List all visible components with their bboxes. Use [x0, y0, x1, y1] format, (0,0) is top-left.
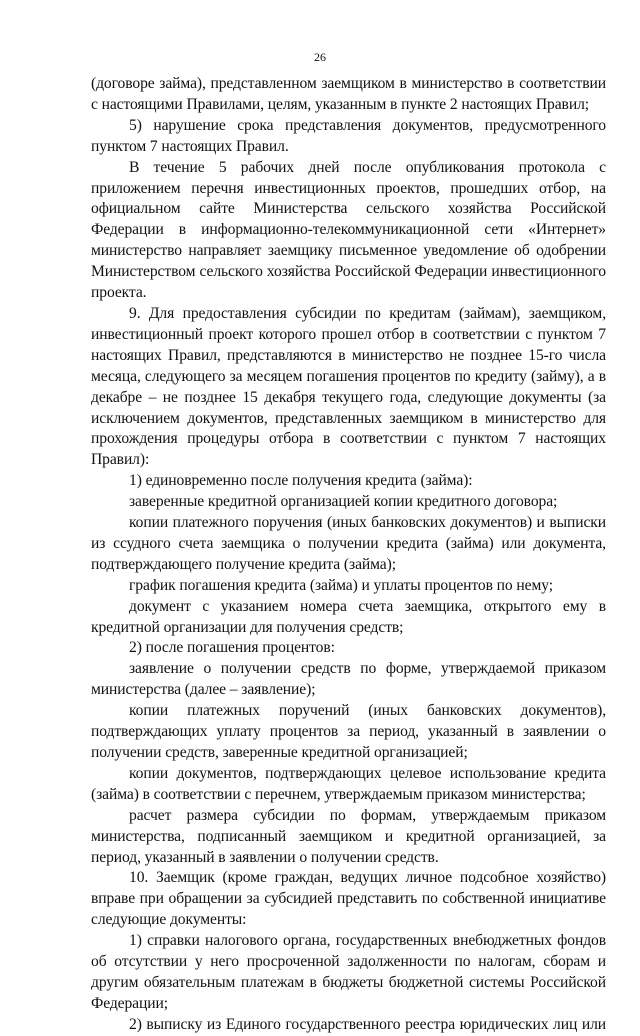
paragraph: (договоре займа), представленном заемщиком в министерство в соответствии с настоящими Правилами, целям, указанным в пункте 2 настоящих Правил; [91, 75, 606, 113]
paragraph: 9. Для предоставления субсидии по кредитам (займам), заемщиком, инвестиционный проект которого прошел отбор в соответствии с пунктом 7 настоящих Правил, представляются в министерство не позднее 15-го числа месяца, следующего за месяцем погашения процентов по кредиту (займу), а в декабре – не позднее 15 декабря текущего года, следующие документы (за исключением документов, представленных заемщиком в министерство для прохождения процедуры отбора в соответствии с пунктом 7 настоящих Правил): [91, 304, 606, 469]
paragraph: копии документов, подтверждающих целевое использование кредита (займа) в соответствии с перечнем, утверждаемым приказом министерства; [91, 764, 606, 803]
paragraph: В течение 5 рабочих дней после опубликования протокола с приложением перечня инвестиционных проектов, прошедших отбор, на официальном сайте Министерства сельского хозяйства Российской Федерации в информационно-телекоммуникационной сети «Интернет» министерство направляет заемщику письменное уведомление об одобрении Министерством сельского хозяйства Российской Федерации инвестиционного проекта. [91, 158, 606, 302]
paragraph: 1) единовременно после получения кредита (займа): [129, 472, 473, 490]
paragraph: заявление о получении средств по форме, утверждаемой приказом министерства (далее – заявление); [91, 660, 606, 699]
paragraph: документ с указанием номера счета заемщика, открытого ему в кредитной организации для получения средств; [91, 597, 606, 636]
document-body [91, 74, 606, 1036]
paragraph: 1) справки налогового органа, государственных внебюджетных фондов об отсутствии у него просроченной задолженности по налогам, сборам и другим обязательным платежам в бюджеты бюджетной системы Российской Федерации; [91, 932, 606, 1012]
paragraph: копии платежного поручения (иных банковских документов) и выписки из ссудного счета заемщика о получении кредита (займа) или документа, подтверждающего получение кредита (займа); [91, 514, 606, 573]
paragraph: 2) после погашения процентов: [129, 639, 335, 657]
paragraph: график погашения кредита (займа) и уплаты процентов по нему; [129, 576, 553, 594]
paragraph: 5) нарушение срока представления документов, предусмотренного пунктом 7 настоящих Правил. [91, 116, 606, 155]
page-number: 26 [314, 50, 326, 64]
paragraph: расчет размера субсидии по формам, утверждаемым приказом министерства, подписанный заемщиком и кредитной организацией, за период, указанный в заявлении о получении средств. [91, 806, 606, 866]
paragraph: 2) выписку из Единого государственного реестра юридических лиц или [129, 1015, 606, 1033]
paragraph: заверенные кредитной организацией копии кредитного договора; [129, 493, 558, 511]
paragraph: копии платежных поручений (иных банковских документов), подтверждающих уплату процентов за период, указанный в заявлении о получении средств, заверенные кредитной организацией; [91, 702, 606, 761]
paragraph: 10. Заемщик (кроме граждан, ведущих личное подсобное хозяйство) вправе при обращении за субсидией представить по собственной инициативе следующие документы: [91, 869, 606, 929]
